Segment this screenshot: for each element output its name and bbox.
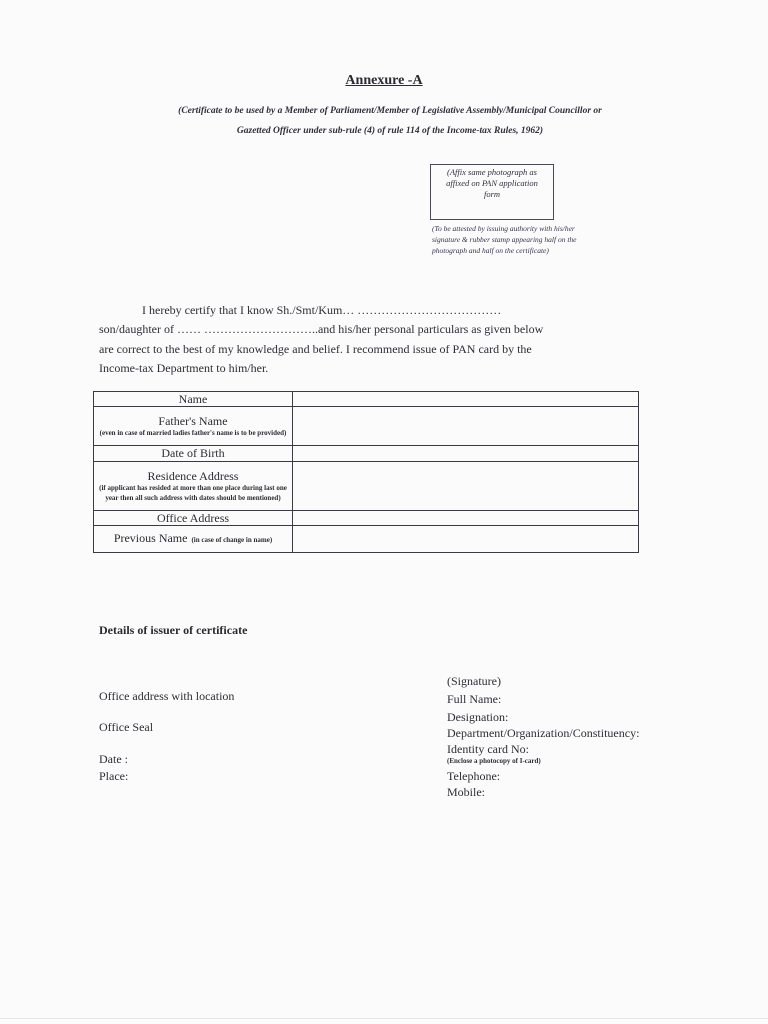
- particulars-table: [93, 391, 639, 553]
- residence-address-label: Residence Address: [147, 468, 239, 483]
- table-row: [94, 526, 639, 553]
- residence-address-value-cell[interactable]: [293, 462, 639, 511]
- mobile-label: Mobile:: [447, 785, 485, 799]
- dob-value-cell[interactable]: [293, 446, 639, 462]
- page-edge-line: [0, 1018, 768, 1019]
- attestation-note: [432, 223, 632, 256]
- name-label-cell: [94, 392, 293, 407]
- previous-name-value-cell[interactable]: [293, 526, 639, 553]
- identity-card-label: Identity card No:: [447, 742, 529, 756]
- signature-label: (Signature): [447, 674, 501, 688]
- residence-address-note: (if applicant has resided at more than one place during last one year then all such address with dates should be mentioned): [99, 483, 287, 502]
- photo-box-line-3: form: [483, 189, 501, 199]
- father-name-note: (even in case of married ladies father's name is to be provided): [99, 428, 287, 437]
- office-address-location: Office address with location: [99, 689, 235, 703]
- photo-box-line-1: (Affix same photograph as: [447, 167, 537, 177]
- certify-line-2: son/daughter of …… ………………………..and his/her personal particulars as given below: [99, 322, 544, 336]
- father-name-label: Father's Name: [158, 413, 228, 428]
- document-title: Annexure -A: [345, 73, 423, 88]
- photograph-box: [430, 164, 554, 220]
- office-address-label: Office Address: [156, 510, 230, 525]
- identity-card-note: (Enclose a photocopy of I-card): [447, 757, 541, 765]
- name-label: Name: [178, 391, 208, 406]
- subtitle-line-1: (Certificate to be used by a Member of Parliament/Member of Legislative Assembly/Municipal Councillor or: [178, 106, 602, 116]
- table-row: [94, 511, 639, 526]
- previous-name-note: (in case of change in name): [191, 536, 273, 544]
- table-row: [94, 392, 639, 407]
- certify-line-1: I hereby certify that I know Sh./Smt/Kum… ………………………………: [142, 303, 502, 317]
- table-row: [94, 407, 639, 446]
- department-label: Department/Organization/Constituency:: [447, 726, 640, 740]
- issuer-heading: Details of issuer of certificate: [99, 623, 248, 637]
- office-seal: Office Seal: [99, 720, 154, 734]
- issuer-details: [447, 673, 639, 800]
- office-address-value-cell[interactable]: [293, 511, 639, 526]
- dob-label: Date of Birth: [161, 446, 225, 460]
- subtitle-line-2: Gazetted Officer under sub-rule (4) of rule 114 of the Income-tax Rules, 1962): [236, 126, 544, 136]
- previous-name-label: Previous Name: [113, 531, 188, 545]
- certify-line-3: are correct to the best of my knowledge and belief. I recommend issue of PAN card by the: [99, 342, 532, 356]
- father-name-value-cell[interactable]: [293, 407, 639, 446]
- place-label: Place:: [99, 769, 129, 783]
- father-name-label-cell: [94, 407, 293, 446]
- table-row: [94, 446, 639, 462]
- certify-line-4: Income-tax Department to him/her.: [99, 361, 269, 375]
- photo-box-line-2: affixed on PAN application: [446, 178, 538, 188]
- document-subtitle: [80, 101, 700, 141]
- name-value-cell[interactable]: [293, 392, 639, 407]
- attest-line-2: signature & rubber stamp appearing half on the: [432, 235, 577, 244]
- dob-label-cell: [94, 446, 293, 462]
- full-name-label: Full Name:: [447, 692, 502, 706]
- date-label: Date :: [99, 752, 128, 766]
- residence-address-label-cell: [94, 462, 293, 511]
- office-address-label-cell: [94, 511, 293, 526]
- attest-line-3: photograph and half on the certificate): [432, 246, 549, 255]
- telephone-label: Telephone:: [447, 769, 501, 783]
- table-row: [94, 462, 639, 511]
- designation-label: Designation:: [447, 710, 509, 724]
- attest-line-1: (To be attested by issuing authority with his/her: [432, 224, 575, 233]
- previous-name-label-cell: [94, 526, 293, 553]
